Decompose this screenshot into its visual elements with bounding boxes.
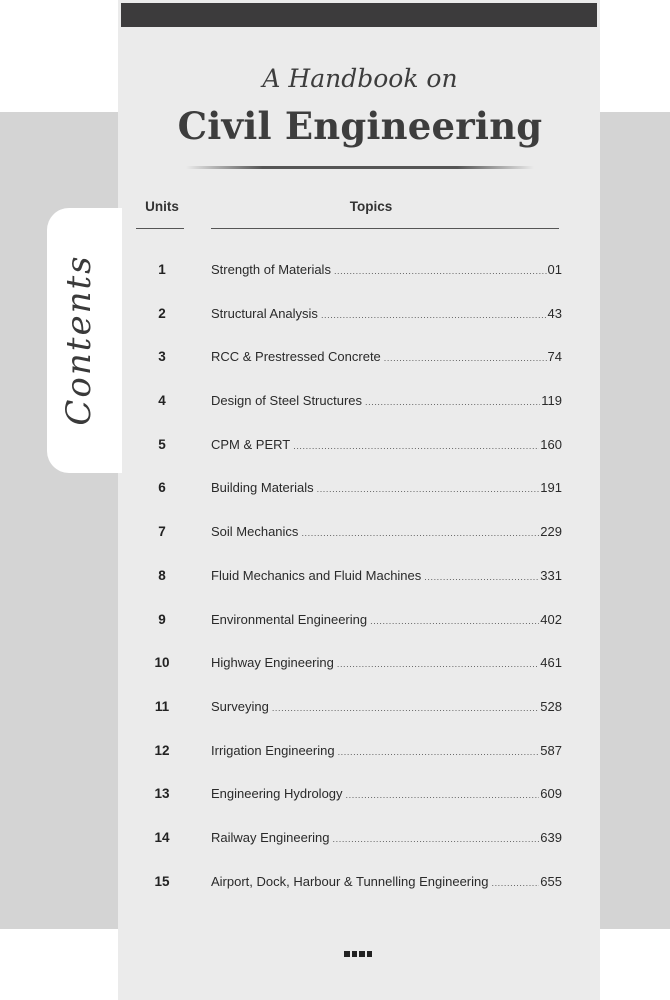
book-subtitle: A Handbook on [262, 64, 458, 93]
dot-leader [334, 266, 547, 276]
dot-leader [338, 747, 540, 757]
toc-row[interactable] [130, 826, 570, 870]
ornament-block [344, 951, 350, 957]
unit-number: 7 [158, 524, 166, 540]
toc-entry [211, 524, 562, 539]
dot-leader [337, 659, 539, 669]
toc-row[interactable] [130, 389, 570, 433]
toc-row[interactable] [130, 476, 570, 520]
toc-entry [211, 830, 562, 845]
toc-entry [211, 699, 562, 714]
page-number: 528 [540, 698, 562, 714]
dot-leader [317, 484, 540, 494]
unit-number: 14 [154, 829, 170, 845]
toc-entry [211, 480, 562, 495]
dot-leader [370, 616, 539, 626]
page-number: 402 [540, 611, 562, 627]
topic-title: Soil Mechanics [211, 524, 299, 540]
toc-entry [211, 437, 562, 452]
unit-number: 15 [154, 873, 170, 889]
toc-row[interactable] [130, 651, 570, 695]
unit-number: 1 [158, 262, 166, 277]
toc-row[interactable] [130, 782, 570, 826]
topic-title: Design of Steel Structures [211, 393, 363, 409]
toc-row[interactable] [130, 695, 570, 739]
page-number: 655 [540, 873, 562, 889]
page-number: 609 [540, 786, 562, 802]
toc-row[interactable] [130, 520, 570, 564]
page-footer-ornament [344, 951, 374, 959]
topic-title: Strength of Materials [211, 262, 331, 277]
toc-row[interactable] [130, 870, 570, 914]
toc-entry [211, 568, 562, 583]
toc-row[interactable] [130, 433, 570, 477]
toc-entry [211, 874, 562, 889]
dot-leader [293, 441, 539, 451]
unit-number: 8 [158, 567, 166, 583]
book-title: Civil Engineering [177, 104, 543, 148]
toc-entry [211, 743, 562, 758]
unit-number: 9 [158, 611, 166, 627]
toc-entry [211, 612, 562, 627]
page-number: 01 [547, 262, 562, 277]
page-header-bar [121, 3, 597, 27]
page-number: 229 [540, 524, 562, 540]
toc-entry [211, 393, 562, 408]
unit-number: 2 [158, 305, 166, 321]
page-number: 74 [547, 349, 562, 365]
dot-leader [424, 572, 539, 582]
topic-title: Surveying [211, 698, 269, 714]
topic-title: Irrigation Engineering [211, 742, 335, 758]
dot-leader [384, 353, 547, 363]
unit-number: 13 [154, 786, 170, 802]
unit-number: 11 [154, 698, 170, 714]
page-number: 587 [540, 742, 562, 758]
unit-number: 3 [158, 349, 166, 365]
topic-title: CPM & PERT [211, 436, 291, 452]
toc-row[interactable] [130, 345, 570, 389]
toc-row[interactable] [130, 739, 570, 783]
dot-leader [272, 703, 539, 713]
toc-row[interactable] [130, 608, 570, 652]
dot-leader [365, 397, 540, 407]
contents-tab-label: Contents [59, 254, 99, 426]
toc-row[interactable] [130, 258, 570, 302]
topic-title: Environmental Engineering [211, 611, 368, 627]
toc-entry [211, 306, 562, 321]
table-of-contents [130, 258, 570, 913]
page-number: 461 [540, 655, 562, 671]
topic-title: Airport, Dock, Harbour & Tunnelling Engineering [211, 873, 489, 889]
toc-row[interactable] [130, 564, 570, 608]
dot-leader [333, 834, 540, 844]
ornament-block [367, 951, 373, 957]
unit-number: 6 [158, 480, 166, 496]
page-number: 331 [540, 567, 562, 583]
dot-leader [346, 790, 540, 800]
page-number: 43 [547, 305, 562, 321]
page-number: 119 [541, 393, 562, 409]
topic-title: Fluid Mechanics and Fluid Machines [211, 567, 422, 583]
page-number: 160 [540, 436, 562, 452]
topic-title: Structural Analysis [211, 305, 318, 321]
dot-leader [321, 310, 547, 320]
page-number: 639 [540, 829, 562, 845]
units-header-rule [136, 228, 184, 229]
topic-title: Engineering Hydrology [211, 786, 343, 802]
topics-header-rule [211, 228, 559, 229]
page-number: 191 [540, 480, 562, 496]
dot-leader [491, 878, 539, 888]
unit-number: 4 [158, 393, 166, 409]
ornament-block [352, 951, 358, 957]
dot-leader [301, 528, 539, 538]
topic-title: Building Materials [211, 480, 314, 496]
toc-entry [211, 262, 562, 277]
ornament-block [359, 951, 365, 957]
unit-number: 12 [154, 742, 170, 758]
toc-entry [211, 786, 562, 801]
unit-number: 5 [158, 436, 166, 452]
unit-number: 10 [154, 655, 170, 671]
toc-entry [211, 655, 562, 670]
title-divider [186, 166, 534, 169]
toc-row[interactable] [130, 302, 570, 346]
topic-title: Railway Engineering [211, 829, 330, 845]
units-column-header: Units [145, 199, 179, 214]
topics-column-header: Topics [349, 199, 393, 214]
topic-title: Highway Engineering [211, 655, 334, 671]
toc-entry [211, 349, 562, 364]
topic-title: RCC & Prestressed Concrete [211, 349, 381, 365]
